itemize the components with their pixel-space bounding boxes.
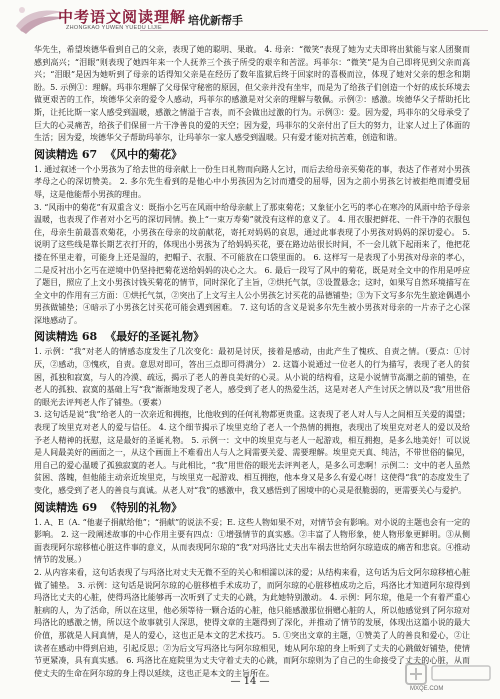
section-label: 阅读精选 67 [34, 147, 98, 161]
watermark-text: MXQE.COM [410, 686, 444, 692]
answer-content [34, 44, 470, 678]
answer-paragraph: 华先生，希望埃德华看到自己的父亲，表现了她的聪明、果敢。 4. 母亲：“微笑”表现了她为丈夫即将出狱能与家人团聚而感到高兴；“泪眼”则表现了她四年来一个人抚养三个孩子所受的艰辛和苦涩。玛菲尔：“微笑”是为自己即将见到父亲而高兴；“泪眼”是因为她听到了母亲的话得知父亲是在经历了数年监狱后终于回家时的喜极而泣，体现了她对父亲的想念和期盼。5. 示例①：理解。玛菲尔理解了父母保守秘密的原因，但父亲并没有坐牢，而是为了给孩子们创造一个好的成长环境去做更艰苦的工作，埃德华父亲的爱令人感动，玛菲尔的感激是对父亲的理解与敬佩。示例②：感激。埃德华父子帮助托比斯，让托比斯一家人感受到温暖，感激之情溢于言表，而不会做出过激的行为。示例③：爱。因为爱，玛菲尔的父母承受了巨大的心灵痛苦，给孩子们保留一片干净善良的爱的天空；因为爱，玛菲尔的父亲付出了巨大的努力，让家人过上了体面的生活；因为爱，埃德华父子帮助玛菲尔，让玛菲尔一家人感受到温暖。只有爱才能对抗苦难，创造和谐。 [34, 45, 470, 143]
section-title: 《风中的菊花》 [105, 147, 183, 161]
section-title: 《特别的礼物》 [105, 500, 183, 514]
answer-paragraph: 1. A、E（A. “他妻子捐献给他”；“捐献”的说法不妥；E. 这些人物如果不对，对情节会有影响。对小说的主题也会有一定的影响。 2. 这一段阐述故事的中心作用主要有四点：①增强情节的真实感。②丰富了人物形象，使人物形象更鲜明。③从侧面表现阿尔琼移植心脏这件事的意义，从而表现阿尔琼的“我”对玛洛比丈夫出车祸去世给阿尔琼造成的痛苦和悲哀。④推动情节的发展。） [34, 517, 470, 565]
section-continued [34, 44, 470, 145]
page-header [0, 0, 500, 40]
section-heading [34, 146, 470, 164]
section-title: 《最好的圣诞礼物》 [105, 330, 205, 344]
brand-pinyin: ZHONGKAO YUWEN YUEDU LIJIE [66, 25, 162, 31]
section-heading [34, 499, 470, 517]
answer-paragraph: 2. 从内容来看，这句话表现了与玛洛比对丈夫无微不至的关心和相濡以沫的爱；从结构来看，这句话为后文阿尔琼移植心脏做了铺垫。 3. 示例：这句话是说阿尔琼的心脏移植手术成功了，而阿尔琼的心脏移植成功之后，玛洛比才知道阿尔琼得到玛洛比丈夫的心脏，使得玛洛比能够再一次听到了丈夫的心跳，为此她特别激动。 4. 示例：阿尔琼，他是一个有着严重心脏病的人，为了活命，所以在这里，他必须等待一颗合适的心脏，他只能感激那位捐赠心脏的人，所以他感觉到了阿尔琼对玛洛比的感激之情，所以这个故事就引人深思，使得文章的主题得到了深化，并推动了情节的发展，体现出这篇小说的最大价值，那就是人间真情，是人的爱心，这也正是本文的艺术技巧。 5. ①突出文章的主题，①赞美了人的善良和爱心，②让读者在感动中得到启迪，引起反思；②为后文写玛洛比与阿尔琼相见，她从阿尔琼的身上听到了丈夫的心跳做好铺垫，使情节更紧凑，具有真实感。 6. 玛洛比在庭院里为丈夫守着丈夫的心跳，而阿尔琼则为了自己的生命接受了丈夫的心脏，从而使丈夫的生命在阿尔琼的身上得以延续，这也正是本文的主旨所在。 [34, 567, 470, 678]
section-68 [34, 328, 470, 497]
section-67 [34, 146, 470, 328]
section-label: 阅读精选 68 [34, 330, 98, 344]
section-69 [34, 499, 470, 681]
brand-title: 中考语文阅读理解 [58, 8, 187, 26]
answer-paragraph: 3. “风雨中的菊花”有双重含义：既指小乞丐在风雨中给母亲献上了那束菊花；又象征小乞丐的孝心在寒冷的风雨中给予母亲温暖，也表现了作者对小乞丐的深切同情。换上“一束万寿菊”就没有这样的意义了。 4. 用衣服把鲜花、一件干净的衣服包住，母亲生前最喜欢菊花，小男孩在母亲的坟前献花，寄托对妈妈的哀思，通过此事表现了小男孩对妈妈的深切爱心。 5. 说明了这些线是靠长期艺衣打开的，体现出小男孩为了给妈妈买花，要在路边站很长时间，不一会儿就下起雨来了，他把花搂在怀里走着，可能身上还是湿的，把帽子、衣服、不可能放在口袋里面的。 6. 这样写一是表现了小男孩对母亲的孝心，二是反衬出小乞丐在逆境中仍坚持把菊花送给妈妈的决心之大。 6. 最后一段写了风中的菊花，既是对全文中的作用是呼应了题目，照应了上文小男孩讨钱买菊花的情节，同时深化了主旨，②烘托气氛，③设置悬念；这时，如果写自然环境描写在全文中的作用有三方面：①烘托气氛，②突出了上文写主人公小男孩乞讨买花的品德铺垫；③为下文写多尔先生旅途偶遇小男孩做铺垫；④暗示了小男孩乞讨买花可能会遇到困难。 7. 这句话的含义是说多尔先生被小男孩对母亲的一片赤子之心深深地感动了。 [34, 202, 470, 325]
header-rule [140, 30, 488, 31]
section-heading [34, 328, 470, 346]
answer-paragraph: 3. 这句话是说“我”给老人的一次亲近和拥抱，比他收到的任何礼物都更贵重。这表现了老人对人与人之间相互关爱的渴望；表现了埃里克对老人的爱与信任。 4. 这个细节揭示了埃里克给了老人一个热情的拥抱，表现出了埃里克对老人的爱以及给予老人精神的抚慰，这是最好的圣诞礼物。 5. 示例一：文中的埃里克与老人一起游戏，相互拥抱，是多么地美好！可以说是人间最美好的画面之一，从这个画面上不难看出人与人之间需要关爱、需要理解。埃里克天真、纯洁，不带世俗的偏见，用自己的爱心温暖了孤独寂寞的老人。与此相比，“我”用世俗的眼光去评判老人，是多么可悲啊！示例二：文中的老人虽然贫困、落魄，但他能主动亲近埃里克，与埃里克一起游戏、相互拥抱，他本身又是多么有爱心呀！这使得“我”的态度发生了变化，感受到了老人的善良与真诚。从老人对“我”的感激中，我又感悟到了困境中的心灵是很脆弱的，更需要关心与爱护。 [34, 410, 470, 495]
section-label: 阅读精选 69 [34, 500, 98, 514]
answer-paragraph: 1. 示例：“我”对老人的情感态度发生了几次变化：最初是讨厌，接着是感动，由此产生了愧疚、自责之情。（要点：①讨厌，②感动，③愧疚，自责。意思对即可，答出三点即可得满分） 2. 这篇小说通过一位老人的行为描写，表现了老人的贫困，孤独和寂寞，与人的冷漠、疏远，揭示了老人的善良美好的心灵。从小说的结构看，这是小说情节高潮之前的铺垫，在老人的孤独、寂寞的基础上写“我”渐渐地发现了老人，感受到了老人的热爱生活，这是对老人产生讨厌之情以及“我”用世俗的眼光去评判老人作了铺垫。（要素） [34, 347, 470, 407]
answer-paragraph: 1. 通过叙述一个小男孩为了给去世的母亲献上一份生日礼物而向路人乞讨，而后去给母亲买菊花的事，表达了作者对小男孩孝母之心的深切赞美。 2. 多尔先生看到的是他心中小男孩因为乞讨而遭受的屈辱，因为之前小男孩乞讨被拒绝而遭受屈辱，这是他能帮小男孩的理由。 [34, 164, 470, 199]
series-name: 培优新帮手 [188, 14, 243, 27]
page-number: — 14 — [230, 676, 270, 687]
